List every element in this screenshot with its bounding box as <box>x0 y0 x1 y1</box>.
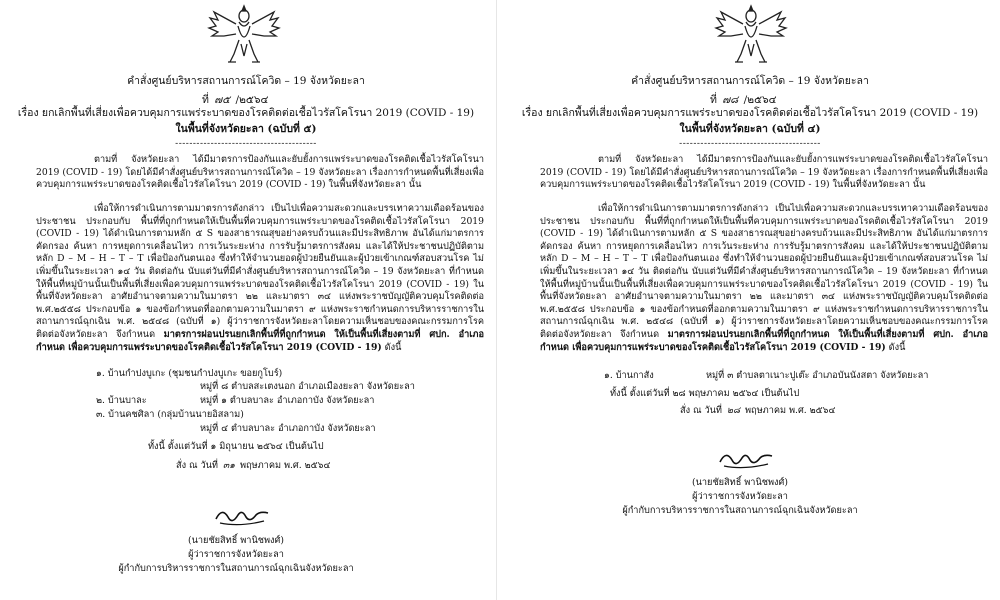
ordered-date <box>176 460 330 473</box>
signer-role: ผู้กำกับการบริหารราชการในสถานการณ์ฉุกเฉินจังหวัดยะลา <box>118 563 354 574</box>
paragraph-2 <box>36 203 484 354</box>
location-3-detail: หมู่ที่ ๔ ตำบลบาละ อำเภอกาบัง จังหวัดยะลา <box>200 423 376 434</box>
subject-line-2: ในพื้นที่จังหวัดยะลา (ฉบับที่ ๕) <box>175 123 317 135</box>
signature-icon <box>212 503 272 529</box>
garuda-emblem-icon <box>713 4 789 66</box>
signer-title: ผู้ว่าราชการจังหวัดยะลา <box>692 491 788 502</box>
signer-name: (นายชัยสิทธิ์ พานิชพงศ์) <box>188 535 284 546</box>
separator: ---------------------------------------- <box>679 139 821 149</box>
paragraph-2-text: เพื่อให้การดำเนินการตามมาตรการดังกล่าว เป็นไปเพื่อความสะดวกและบรรเทาความเดือดร้อนของประชาชน ประกอบกับ พื้นที่ที่ถูกกำหนดให้เป็นพื้นที่ควบคุมการแพร่ระบาดของโรคติดเชื้อไวรัสโคโรนา 2019 (COVID - 19) ได้ดำเนินการตามหลัก ๕ S ของสาธารณสุขอย่างครบถ้วนและมีประสิทธิภาพ อันได้แก่มาตรการคัดกรอง ค้นหา การหยุดการเคลื่อนไหว การเว้นระยะห่าง การรับรู้มาตรการสังคม และได้ให้ประชาชนปฏิบัติตามหลัก D – M – H – T – T เพื่อป้องกันตนเอง ซึ่งทำให้จำนวนยอดผู้ป่วยยืนยันและผู้ป่วยเข้าเกณฑ์สอบสวนโรค ไม่เพิ่มขึ้นในระยะเวลา ๑๔ วัน ติดต่อกัน นับแต่วันที่มีคำสั่งศูนย์บริหารสถานการณ์โควิด – 19 จังหวัดยะลา ที่กำหนดให้พื้นที่หมู่บ้านนั้นเป็นพื้นที่เสี่ยงเพื่อควบคุมการแพร่ระบาดของโรคติดเชื้อไวรัสโคโรนา 2019 (COVID - 19) ในพื้นที่จังหวัดยะลา อาศัยอำนาจตามความในมาตรา ๒๒ และมาตรา ๓๔ แห่งพระราชบัญญัติควบคุมโรคติดต่อ พ.ศ.๒๕๕๘ ประกอบข้อ ๑ ของข้อกำหนดที่ออกตามความในมาตรา ๙ แห่งพระราชกำหนดการบริหารราชการในสถานการณ์ฉุกเฉิน พ.ศ. ๒๕๔๘ (ฉบับที่ ๑) ผู้ว่าราชการจังหวัดยะลาโดยความเห็นชอบของคณะกรรมการโรคติดต่อจังหวัดยะลา จึงกำหนด <box>36 203 484 340</box>
ordered-day: ๓๑ <box>222 460 236 471</box>
subject-line-1: เรื่อง ยกเลิกพื้นที่เสี่ยงเพื่อควบคุมการแพร่ระบาดของโรคติดต่อเชื้อไวรัสโคโรนา 2019 (COVID - 19) <box>17 107 475 119</box>
paragraph-2-bold: มาตรการผ่อนปรนยกเลิกพื้นที่ที่ถูกกำหนด ให้เป็นพื้นที่เสี่ยงตามที่ ศปก. อำเภอกำหนด เพื่อควบคุมการแพร่ระบาดของโรคติดเชื้อไวรัสโคโรนา 2019 (COVID - 19) <box>540 328 988 353</box>
location-2: ๒. บ้านบาละ <box>96 395 147 406</box>
ordered-day: ๒๘ <box>726 405 741 416</box>
ordered-month-year: พฤษภาคม พ.ศ. ๒๕๖๔ <box>744 405 836 416</box>
paragraph-1-text: ตามที่ จังหวัดยะลา ได้มีมาตรการป้องกันและยับยั้งการแพร่ระบาดของโรคติดเชื้อไวรัสโคโรนา 2019 (COVID - 19) โดยได้มีคำสั่งศูนย์บริหารสถานการณ์โควิด – 19 จังหวัดยะลา เรื่องการกำหนดพื้นที่เสี่ยงเพื่อควบคุมการแพร่ระบาดของโรคติดเชื้อไวรัสโคโรนา 2019 (COVID - 19) ในพื้นที่จังหวัดยะลา นั้น <box>36 154 484 191</box>
number-handwritten: ๗๕ <box>214 94 231 106</box>
ordered-label: สั่ง ณ วันที่ <box>680 405 722 416</box>
ordered-month-year: พฤษภาคม พ.ศ. ๒๕๖๔ <box>239 460 331 471</box>
subject-line-1: เรื่อง ยกเลิกพื้นที่เสี่ยงเพื่อควบคุมการแพร่ระบาดของโรคติดต่อเชื้อไวรัสโคโรนา 2019 (COVID - 19) <box>521 107 979 119</box>
paragraph-2 <box>540 203 988 354</box>
location-2-detail: หมู่ที่ ๑ ตำบลบาละ อำเภอกาบัง จังหวัดยะลา <box>200 395 375 406</box>
separator: ---------------------------------------- <box>175 139 317 149</box>
page-divider <box>496 0 497 600</box>
number-year: /๒๕๖๔ <box>235 94 269 106</box>
signer-name: (นายชัยสิทธิ์ พานิชพงศ์) <box>692 477 788 488</box>
signer-title: ผู้ว่าราชการจังหวัดยะลา <box>188 549 284 560</box>
number-prefix: ที่ <box>710 94 717 106</box>
location-1-detail: หมู่ที่ ๘ ตำบลสะเตงนอก อำเภอเมืองยะลา จังหวัดยะลา <box>200 381 415 392</box>
number-prefix: ที่ <box>202 94 209 106</box>
ordered-date <box>680 405 835 418</box>
location-1: ๑. บ้านกำปงบูเกะ (ชุมชนกำปงบูเกะ ขอยกูโบร์) <box>96 368 283 379</box>
order-issuer: คำสั่งศูนย์บริหารสถานการณ์โควิด – 19 จังหวัดยะลา <box>127 75 365 87</box>
location-3: ๓. บ้านคชศิลา (กลุ่มบ้านนายอิสลาม) <box>96 409 244 420</box>
subject-line-2: ในพื้นที่จังหวัดยะลา (ฉบับที่ ๔) <box>679 123 821 135</box>
number-year: /๒๕๖๔ <box>743 94 777 106</box>
paragraph-2-text: เพื่อให้การดำเนินการตามมาตรการดังกล่าว เป็นไปเพื่อความสะดวกและบรรเทาความเดือดร้อนของประชาชน ประกอบกับ พื้นที่ที่ถูกกำหนดให้เป็นพื้นที่ควบคุมการแพร่ระบาดของโรคติดเชื้อไวรัสโคโรนา 2019 (COVID - 19) ได้ดำเนินการตามหลัก ๕ S ของสาธารณสุขอย่างครบถ้วนและมีประสิทธิภาพ อันได้แก่มาตรการคัดกรอง ค้นหา การหยุดการเคลื่อนไหว การเว้นระยะห่าง การรับรู้มาตรการสังคม และได้ให้ประชาชนปฏิบัติตามหลัก D – M – H – T – T เพื่อป้องกันตนเอง ซึ่งทำให้จำนวนยอดผู้ป่วยยืนยันและผู้ป่วยเข้าเกณฑ์สอบสวนโรค ไม่เพิ่มขึ้นในระยะเวลา ๑๔ วัน ติดต่อกัน นับแต่วันที่มีคำสั่งศูนย์บริหารสถานการณ์โควิด – 19 จังหวัดยะลา ที่กำหนดให้พื้นที่หมู่บ้านนั้นเป็นพื้นที่เสี่ยงเพื่อควบคุมการแพร่ระบาดของโรคติดเชื้อไวรัสโคโรนา 2019 (COVID - 19) ในพื้นที่จังหวัดยะลา อาศัยอำนาจตามความในมาตรา ๒๒ และมาตรา ๓๔ แห่งพระราชบัญญัติควบคุมโรคติดต่อ พ.ศ.๒๕๕๘ ประกอบข้อ ๑ ของข้อกำหนดที่ออกตามความในมาตรา ๙ แห่งพระราชกำหนดการบริหารราชการในสถานการณ์ฉุกเฉิน พ.ศ. ๒๕๔๘ (ฉบับที่ ๑) ผู้ว่าราชการจังหวัดยะลาโดยความเห็นชอบของคณะกรรมการโรคติดต่อจังหวัดยะลา จึงกำหนด <box>540 203 988 340</box>
paragraph-1 <box>36 154 484 192</box>
paragraph-2-bold: มาตรการผ่อนปรนยกเลิกพื้นที่ที่ถูกกำหนด ให้เป็นพื้นที่เสี่ยงตามที่ ศปก. อำเภอกำหนด เพื่อควบคุมการแพร่ระบาดของโรคติดเชื้อไวรัสโคโรนา 2019 (COVID - 19) <box>36 328 484 353</box>
effective-date: ทั้งนี้ ตั้งแต่วันที่ ๒๘ พฤษภาคม ๒๕๖๔ เป็นต้นไป <box>610 388 800 399</box>
order-issuer: คำสั่งศูนย์บริหารสถานการณ์โควิด – 19 จังหวัดยะลา <box>631 75 869 87</box>
location-1-detail: หมู่ที่ ๓ ตำบลตาเนาะปูเต๊ะ อำเภอบันนังสตา จังหวัดยะลา <box>706 370 929 381</box>
paragraph-1-text: ตามที่ จังหวัดยะลา ได้มีมาตรการป้องกันและยับยั้งการแพร่ระบาดของโรคติดเชื้อไวรัสโคโรนา 2019 (COVID - 19) โดยได้มีคำสั่งศูนย์บริหารสถานการณ์โควิด – 19 จังหวัดยะลา เรื่องการกำหนดพื้นที่เสี่ยงเพื่อควบคุมการแพร่ระบาดของโรคติดเชื้อไวรัสโคโรนา 2019 (COVID - 19) ในพื้นที่จังหวัดยะลา นั้น <box>540 154 988 191</box>
signature-icon <box>716 446 776 472</box>
paragraph-2-end: ดังนี้ <box>888 341 906 353</box>
garuda-emblem-icon <box>206 4 282 66</box>
location-1: ๑. บ้านกาสัง <box>604 370 654 381</box>
effective-date: ทั้งนี้ ตั้งแต่วันที่ ๑ มิถุนายน ๒๕๖๔ เป็นต้นไป <box>148 441 324 452</box>
number-handwritten: ๗๘ <box>722 94 739 106</box>
ordered-label: สั่ง ณ วันที่ <box>176 460 218 471</box>
signer-role: ผู้กำกับการบริหารราชการในสถานการณ์ฉุกเฉินจังหวัดยะลา <box>622 505 858 516</box>
order-page-right <box>510 0 990 600</box>
paragraph-1 <box>540 154 988 192</box>
paragraph-2-end: ดังนี้ <box>384 341 402 353</box>
order-page-left <box>6 0 486 600</box>
